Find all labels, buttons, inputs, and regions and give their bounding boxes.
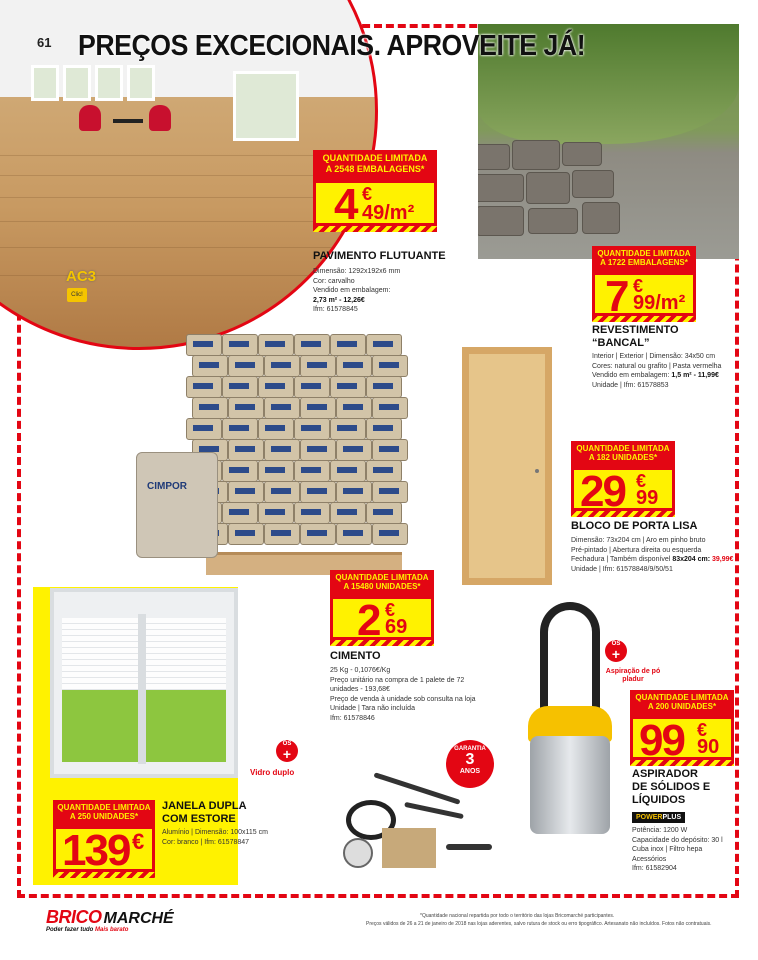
bricomarche-logo: [46, 907, 174, 933]
janela-limit-line1: QUANTIDADE LIMITADA: [57, 803, 151, 812]
cement-bag: [366, 376, 402, 398]
accessory-bag: [382, 828, 436, 868]
cement-bag: [336, 355, 372, 377]
warranty-badge: [446, 740, 494, 788]
bancal-hazard-stripe: [592, 316, 696, 322]
cement-bag: [300, 439, 336, 461]
bancal-limit-line2: A 1722 EMBALAGENS*: [600, 258, 688, 267]
cement-bag: [228, 439, 264, 461]
cement-bag: [258, 460, 294, 482]
cement-bag: [294, 460, 330, 482]
bancal-desc-3: Vendido em embalagem: 1,5 m² - 11,99€: [592, 372, 719, 379]
cement-bag: [336, 397, 372, 419]
cement-bag: [366, 460, 402, 482]
warranty-unit: ANOS: [459, 768, 481, 775]
cement-bag: [366, 418, 402, 440]
aspirador-limit-banner: [630, 690, 734, 716]
accessory-filter: [343, 838, 373, 868]
cement-bag: [264, 481, 300, 503]
aspirador-currency: €: [697, 720, 708, 740]
window-plus-sign: +: [282, 746, 292, 762]
cement-bag: [264, 355, 300, 377]
janela-desc-1: Alumínio | Dimensão: 100x115 cm: [162, 829, 268, 836]
porta-limit-line1: QUANTIDADE LIMITADA: [576, 444, 670, 453]
cement-bag: [330, 418, 366, 440]
cement-bag: [228, 355, 264, 377]
bancal-title: [592, 324, 679, 350]
door-photo: [462, 347, 552, 585]
pavimento-price-tag: [313, 180, 437, 226]
vacuum-hose: [540, 602, 600, 712]
aspirador-title-1: ASPIRADOR: [632, 768, 699, 780]
janela-price-tag: [53, 826, 155, 872]
cement-bag: [300, 481, 336, 503]
cimento-limit-line2: A 15480 UNIDADES*: [343, 582, 421, 591]
cement-bag: [294, 502, 330, 524]
porta-limit-line2: A 182 UNIDADES*: [588, 453, 658, 462]
janela-limit-banner: [53, 800, 155, 826]
cement-bag: [258, 334, 294, 356]
aspirador-title-3: LÍQUIDOS: [632, 794, 686, 806]
bancal-desc-2: Cores: natural ou grafito | Pasta vermelha: [592, 362, 722, 370]
porta-price-int: 29: [580, 467, 625, 511]
aspirador-price-cents: 90: [697, 736, 720, 758]
janela-hazard-stripe: [53, 872, 155, 878]
vacuum-plus-sign: +: [611, 646, 621, 662]
cement-bag: [192, 397, 228, 419]
cimento-price-tag: [330, 596, 434, 640]
bancal-title-1: REVESTIMENTO: [592, 324, 679, 336]
aspirador-price-tag: [630, 716, 734, 760]
aspirador-desc-3: Cuba inox | Filtro hepa: [632, 846, 703, 853]
pavimento-desc-3: Vendido em embalagem:: [313, 287, 391, 294]
cement-bag: [258, 376, 294, 398]
cement-bag: [228, 523, 264, 545]
window-plus-badge: [276, 740, 298, 762]
vacuum-plus-os: OS: [611, 641, 621, 647]
aspirador-desc-4: Acessórios: [632, 855, 667, 863]
porta-desc-3: Fechadura | Também disponível 83x204 cm: 39,99€: [571, 556, 734, 563]
aspirador-price-int: 99: [639, 716, 684, 760]
footer-note-2: Preços válidos de 26 a 21 de janeiro de 2018 nas lojas aderentes, salvo rutura de stock ou erro tipográfico. Artesanato não incluídos. Fotos não contratuais.: [366, 921, 712, 927]
cement-sack-photo: [136, 452, 218, 558]
bancal-desc: [592, 352, 721, 390]
window-photo: [50, 588, 238, 778]
pavimento-desc: [313, 267, 400, 315]
janela-desc-2: Cor: branco | Ifm: 61578847: [162, 838, 250, 846]
vacuum-tank: [530, 736, 610, 834]
cimento-currency: €: [385, 600, 396, 620]
cement-bag: [336, 439, 372, 461]
cimento-desc-5: Unidade | Tara não incluída: [330, 705, 415, 712]
cement-bag: [222, 460, 258, 482]
aspirador-limit-line2: A 200 UNIDADES*: [647, 702, 717, 711]
cement-bag: [186, 376, 222, 398]
cement-bag: [336, 481, 372, 503]
cement-bag: [228, 397, 264, 419]
pavimento-limit-banner: [313, 150, 437, 180]
aspiracao-note: Aspiração de pó pladur: [605, 668, 661, 683]
aspirador-desc: [632, 826, 723, 874]
cement-bag: [222, 418, 258, 440]
cement-bag: [186, 334, 222, 356]
cement-bag: [366, 502, 402, 524]
brand-slogan: Poder fazer tudo Mais barato: [46, 927, 129, 933]
page-headline: PREÇOS EXCECIONAIS. APROVEITE JÁ!: [78, 30, 586, 62]
cement-bag: [372, 355, 408, 377]
ac3-badge: AC3: [66, 268, 97, 285]
pavimento-desc-1: Dimensão: 1292x192x6 mm: [313, 268, 401, 275]
janela-title: [162, 800, 247, 826]
brand-brico: BRICO: [46, 907, 102, 927]
pavimento-currency: €: [362, 184, 373, 204]
vacuum-plus-badge: [605, 640, 627, 662]
janela-desc: [162, 828, 268, 847]
brand-marche: MARCHÉ: [103, 910, 174, 927]
bancal-desc-4: Unidade | Ifm: 61578853: [592, 381, 669, 389]
porta-desc-2: Pré-pintado | Abertura direita ou esquerda: [571, 546, 702, 554]
cement-bag: [192, 355, 228, 377]
clic-badge: Clic!: [67, 288, 87, 302]
cement-bag: [336, 523, 372, 545]
aspirador-hazard-stripe: [630, 760, 734, 766]
cement-bag: [372, 481, 408, 503]
cement-bag: [372, 397, 408, 419]
bancal-currency: €: [633, 276, 644, 296]
cement-bag: [186, 418, 222, 440]
aspirador-limit-line1: QUANTIDADE LIMITADA: [635, 693, 729, 702]
aspirador-title: [632, 768, 710, 807]
bancal-price-int: 7: [605, 272, 628, 316]
pavimento-hazard-stripe: [313, 226, 437, 232]
porta-limit-banner: [571, 441, 675, 467]
porta-hazard-stripe: [571, 511, 675, 517]
cimento-desc-6: Ifm: 61578846: [330, 714, 375, 722]
bancal-limit-line1: QUANTIDADE LIMITADA: [597, 249, 691, 258]
cimento-price-cents: 69: [385, 616, 408, 638]
cement-bag: [294, 418, 330, 440]
cement-bag: [330, 334, 366, 356]
pavimento-limit-line1: QUANTIDADE LIMITADA: [322, 153, 428, 163]
pavimento-desc-2: Cor: carvalho: [313, 277, 355, 285]
bancal-desc-1: Interior | Exterior | Dimensão: 34x50 cm: [592, 353, 716, 360]
porta-currency: €: [636, 471, 647, 491]
pavimento-title: PAVIMENTO FLUTUANTE: [313, 250, 446, 262]
porta-desc: [571, 536, 733, 574]
cement-bag: [294, 334, 330, 356]
cement-bag: [222, 376, 258, 398]
cement-bag: [294, 376, 330, 398]
cement-bag: [222, 334, 258, 356]
janela-limit-line2: A 250 UNIDADES*: [69, 812, 139, 821]
cimento-hazard-stripe: [330, 640, 434, 646]
cimento-desc-1: 25 Kg - 0,1076€/Kg: [330, 667, 391, 674]
pavimento-desc-5: Ifm: 61578845: [313, 306, 358, 313]
cimento-limit-line1: QUANTIDADE LIMITADA: [335, 573, 429, 582]
cimento-price-int: 2: [357, 596, 380, 640]
footer-note-1: *Quantidade nacional repartida por todo o território das lojas Bricomarché participantes.: [420, 913, 615, 919]
cimento-desc: [330, 666, 476, 723]
porta-title: BLOCO DE PORTA LISA: [571, 520, 698, 532]
pavimento-price-int: 4: [334, 180, 357, 226]
accessory-nozzle: [446, 844, 492, 850]
bancal-limit-banner: [592, 246, 696, 272]
cement-bag: [300, 523, 336, 545]
cimento-limit-banner: [330, 570, 434, 596]
janela-title-2: COM ESTORE: [162, 813, 236, 825]
pavimento-desc-4: 2,73 m² - 12,26€: [313, 296, 365, 304]
cement-bag: [264, 523, 300, 545]
cement-bag: [372, 439, 408, 461]
aspirador-title-2: DE SÓLIDOS E: [632, 781, 711, 793]
porta-desc-1: Dimensão: 73x204 cm | Aro em pinho bruto: [571, 537, 706, 544]
bancal-title-2: “BANCAL”: [592, 337, 650, 349]
cement-bag: [372, 523, 408, 545]
janela-title-1: JANELA DUPLA: [162, 800, 247, 812]
cement-bag: [330, 502, 366, 524]
aspirador-desc-2: Capacidade do depósito: 30 l: [632, 836, 723, 844]
bancal-price-cents: 99/m²: [633, 292, 686, 314]
cement-bag: [258, 418, 294, 440]
cement-bag: [228, 481, 264, 503]
window-plus-os: OS: [282, 741, 292, 747]
janela-currency: €: [132, 829, 145, 854]
porta-price-cents: 99: [636, 487, 659, 509]
cement-bag: [330, 460, 366, 482]
warranty-label: GARANTIA: [454, 746, 486, 752]
porta-desc-4: Unidade | Ifm: 61578848/9/50/51: [571, 565, 673, 573]
cimento-desc-3: unidades - 193,68€: [330, 686, 390, 693]
cimento-desc-2: Preço unitário na compra de 1 palete de 72: [330, 676, 465, 684]
cement-bag: [300, 397, 336, 419]
vidro-duplo-note: Vidro duplo: [250, 768, 295, 777]
pavimento-price-cents: 49/m²: [362, 202, 415, 224]
cement-pallet-photo: [186, 334, 414, 554]
bancal-price-tag: [592, 272, 696, 316]
cimento-title: CIMENTO: [330, 650, 381, 662]
janela-price-int: 139: [62, 826, 130, 872]
powerplus-logo: POWERPLUS: [632, 812, 685, 823]
cement-bag: [300, 355, 336, 377]
cement-bag: [264, 397, 300, 419]
cement-bag: [330, 376, 366, 398]
cimento-desc-4: Preço de venda à unidade sob consulta na loja: [330, 695, 476, 703]
cement-bag: [222, 502, 258, 524]
porta-price-tag: [571, 467, 675, 511]
page-number: 61: [37, 35, 52, 50]
aspirador-desc-5: Ifm: 61582904: [632, 865, 677, 872]
pavimento-limit-line2: A 2548 EMBALAGENS*: [325, 164, 425, 174]
cement-bag: [366, 334, 402, 356]
aspirador-desc-1: Potência: 1200 W: [632, 827, 688, 834]
cimpor-logo: CIMPOR: [147, 481, 187, 492]
cement-bag: [258, 502, 294, 524]
warranty-years: 3: [465, 751, 475, 768]
cement-bag: [264, 439, 300, 461]
